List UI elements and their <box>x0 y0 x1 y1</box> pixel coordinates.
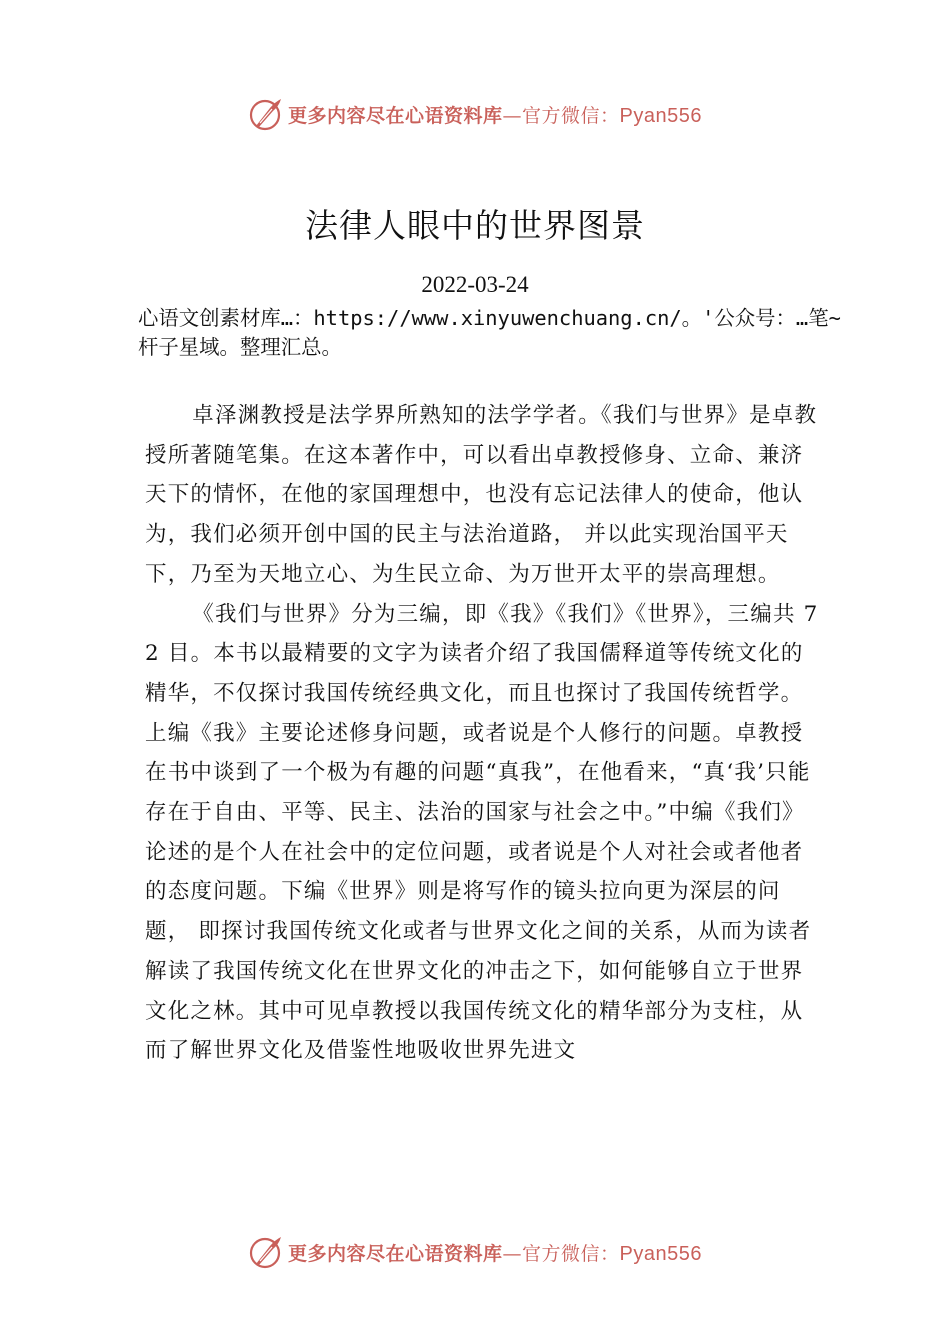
article-body <box>145 396 825 1071</box>
header-banner <box>0 94 950 134</box>
document-date: 2022-03-24 <box>421 272 529 297</box>
footer-banner <box>0 1232 950 1272</box>
banner-dash: — <box>502 1242 523 1265</box>
banner-text <box>288 1239 702 1266</box>
paragraph: 《我们与世界》分为三编，即《我》《我们》《世界》，三编共 72 目。本书以最精要的文字为读者介绍了我国儒释道等传统文化的精华，不仅探讨我国传统经典文化，而且也探讨了我国传统哲学。上编《我》主要论述修身问题，或者说是个人修行的问题。卓教授在书中谈到了一个极为有趣的问题“真我”，在他看来，“真‘我’只能存在于自由、平等、民主、法治的国家与社会之中。”中编《我们》论述的是个人在社会中的定位问题，或者说是个人对社会或者他者的态度问题。下编《世界》则是将写作的镜头拉向更为深层的问题， 即探讨我国传统文化或者与世界文化之间的关系，从而为读者解读了我国传统文化在世界文化的冲击之下，如何能够自立于世界文化之林。其中可见卓教授以我国传统文化的精华部分为支柱，从而了解世界文化及借鉴性地吸收世界先进文 <box>145 601 819 1064</box>
quill-pen-logo-icon <box>248 96 284 132</box>
banner-wechat-id: Pyan556 <box>619 104 702 127</box>
banner-wechat-id: Pyan556 <box>619 1242 702 1265</box>
document-title: 法律人眼中的世界图景 <box>305 206 645 245</box>
banner-text <box>288 101 702 128</box>
quill-pen-logo-icon <box>248 1234 284 1270</box>
banner-dash: — <box>502 104 523 127</box>
paragraph: 卓泽渊教授是法学界所熟知的法学学者。《我们与世界》是卓教授所著随笔集。在这本著作中，可以看出卓教授修身、立命、兼济天下的情怀，在他的家国理想中，也没有忘记法律人的使命，他认为，我们必须开创中国的民主与法治道路， 并以此实现治国平天下，乃至为天地立心、为生民立命、为万世开太平的崇高理想。 <box>145 403 818 587</box>
source-note: 心语文创素材库…：https://www.xinyuwenchuang.cn/。'公众号：…笔~杆子星域。整理汇总。 <box>138 306 841 359</box>
banner-main-text: 更多内容尽在心语资料库 <box>288 104 503 127</box>
banner-main-text: 更多内容尽在心语资料库 <box>288 1242 503 1265</box>
banner-wechat-label: 官方微信： <box>522 104 620 127</box>
banner-wechat-label: 官方微信： <box>522 1242 620 1265</box>
